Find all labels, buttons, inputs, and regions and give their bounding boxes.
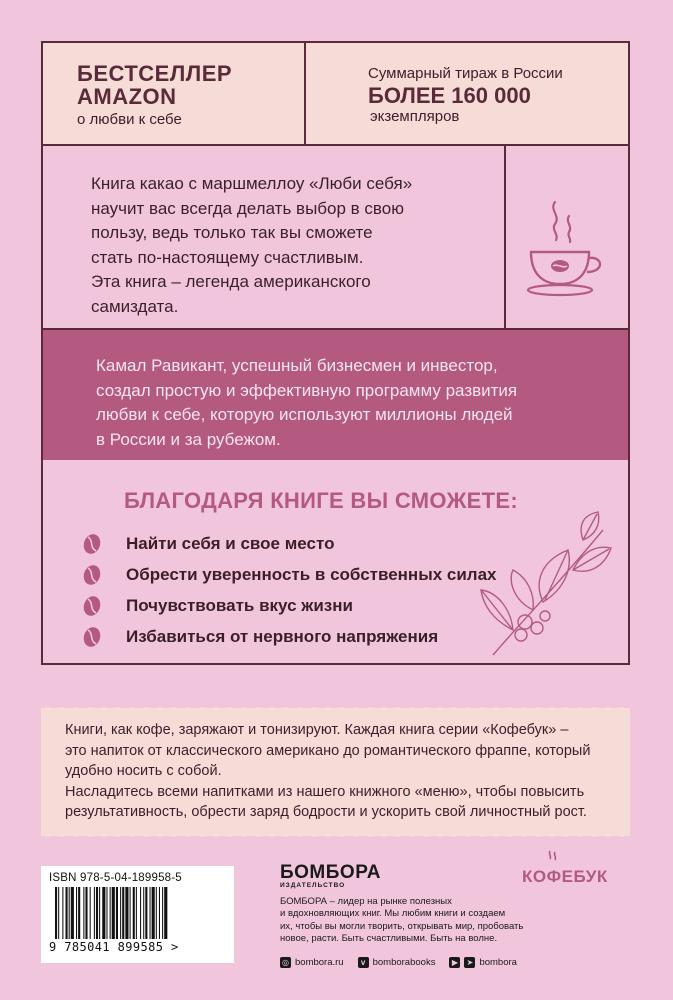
barcode-bar <box>99 887 100 939</box>
barcode-bar <box>120 887 121 939</box>
list-item <box>83 590 497 621</box>
barcode-bar <box>133 887 135 939</box>
barcode-bar <box>102 887 105 939</box>
social-link-site[interactable]: ◎ bombora.ru <box>282 957 344 969</box>
barcode-bar <box>156 887 157 939</box>
description-text: Книга какао с маршмеллоу «Люби себя» научит вас всегда делать выбор в свою пользу, ведь только так вы сможете стать по-настоящему счастливым. Эта книга – легенда американского самиздата. <box>91 174 413 316</box>
barcode-bar <box>76 887 77 939</box>
social-link-telegram[interactable]: ▶ ➤ bombora <box>449 957 517 968</box>
coffee-bean-icon <box>83 533 101 555</box>
coffee-bean-icon <box>83 595 101 617</box>
barcode-bar <box>69 887 70 939</box>
series-note <box>41 708 630 836</box>
circulation-block <box>306 43 628 144</box>
series-logo <box>522 850 632 890</box>
circulation-unit: экземпляров <box>370 108 460 125</box>
benefits-section <box>43 460 628 665</box>
social-links <box>280 957 560 968</box>
barcode-bar <box>164 887 167 939</box>
barcode-bar <box>116 887 118 939</box>
barcode-bar <box>71 887 74 939</box>
barcode-bar <box>90 887 91 939</box>
barcode-bar <box>94 887 95 939</box>
publisher-description: БОМБОРА – лидер на рынке полезных и вдохновляющих книг. Мы любим книги и создаем их, чтобы вы могли творить, открывать мир, пробовать новое, расти. Быть счастливыми. Быть на волне. <box>280 896 524 944</box>
barcode-bar <box>152 887 155 939</box>
barcode-image <box>49 887 226 939</box>
amazon-label: AMAZON <box>77 84 177 109</box>
coffee-bean-icon <box>83 564 101 586</box>
bestseller-label: БЕСТСЕЛЛЕР <box>77 61 233 86</box>
scallop-edge-top <box>41 702 630 712</box>
benefits-list <box>83 528 497 652</box>
barcode-bar <box>145 887 147 939</box>
note-line: это напиток от классического американо до романтического фраппе, который <box>65 742 591 759</box>
barcode-bar <box>112 887 115 939</box>
coffee-cup-icon <box>521 192 613 312</box>
note-line: Книги, как кофе, заряжают и тонизируют. Каждая книга серии «Кофебук» – <box>65 722 569 738</box>
vertical-divider <box>504 146 506 328</box>
publisher-logo: БОМБОРА <box>280 862 381 883</box>
barcode-bar <box>110 887 111 939</box>
benefit-label: Почувствовать вкус жизни <box>126 595 353 615</box>
barcode-bar <box>96 887 98 939</box>
coffee-branch-illustration <box>473 510 613 660</box>
barcode-bar <box>106 887 107 939</box>
globe-icon: ◎ <box>280 957 291 968</box>
author-row <box>43 330 628 460</box>
top-info-row <box>43 43 628 146</box>
barcode-bar <box>66 887 68 939</box>
barcode-bar <box>78 887 80 939</box>
note-line: удобно носить с собой. <box>65 763 222 779</box>
scallop-edge-bottom <box>41 832 630 842</box>
note-line: результативность, обрести заряд бодрости и ускорить свой личностный рост. <box>65 804 587 820</box>
social-link-vk[interactable]: v bomborabooks <box>358 957 436 968</box>
barcode-bar <box>58 887 59 939</box>
barcode-bar <box>125 887 128 939</box>
youtube-icon: ▶ <box>449 957 460 968</box>
series-logo-text: КОФЕБУК <box>522 867 608 886</box>
info-frame <box>41 41 630 665</box>
barcode-digits: 9 785041 899585 > <box>49 940 179 954</box>
publisher-sublabel: ИЗДАТЕЛЬСТВО <box>280 882 346 889</box>
barcode-bar <box>162 887 163 939</box>
barcode-bar <box>143 887 144 939</box>
list-item <box>83 528 497 559</box>
benefit-label: Избавиться от нервного напряжения <box>126 626 439 646</box>
vk-icon: v <box>358 957 369 968</box>
barcode-bar <box>130 887 131 939</box>
barcode-bar <box>62 887 63 939</box>
benefits-title: БЛАГОДАРЯ КНИГЕ ВЫ СМОЖЕТЕ: <box>124 488 518 513</box>
barcode-block <box>41 866 234 963</box>
list-item <box>83 621 497 652</box>
coffee-bean-icon <box>83 626 101 648</box>
telegram-icon: ➤ <box>464 957 475 968</box>
bestseller-block <box>43 43 306 144</box>
barcode-bar <box>136 887 137 939</box>
benefit-label: Найти себя и свое место <box>126 533 335 553</box>
benefit-label: Обрести уверенность в собственных силах <box>126 564 497 584</box>
barcode-bar <box>150 887 151 939</box>
barcode-bar <box>55 887 57 939</box>
circulation-label: Суммарный тираж в России <box>368 65 563 82</box>
list-item <box>83 559 497 590</box>
publisher-block <box>280 862 560 968</box>
barcode-bar <box>85 887 87 939</box>
barcode-bar <box>122 887 124 939</box>
isbn-label: ISBN 978-5-04-189958-5 <box>49 872 182 884</box>
description-row <box>43 146 628 330</box>
barcode-bar <box>140 887 141 939</box>
bestseller-subtitle: о любви к себе <box>77 111 182 128</box>
author-text: Камал Равикант, успешный бизнесмен и инвестор, создал простую и эффективную программу развития любви к себе, которую используют миллионы людей в России и за рубежом. <box>96 356 518 449</box>
note-line: Насладитесь всеми напитками из нашего книжного «меню», чтобы повысить <box>65 783 585 800</box>
barcode-bar <box>83 887 84 939</box>
barcode-bar <box>159 887 160 939</box>
circulation-number: БОЛЕЕ 160 000 <box>368 83 531 108</box>
